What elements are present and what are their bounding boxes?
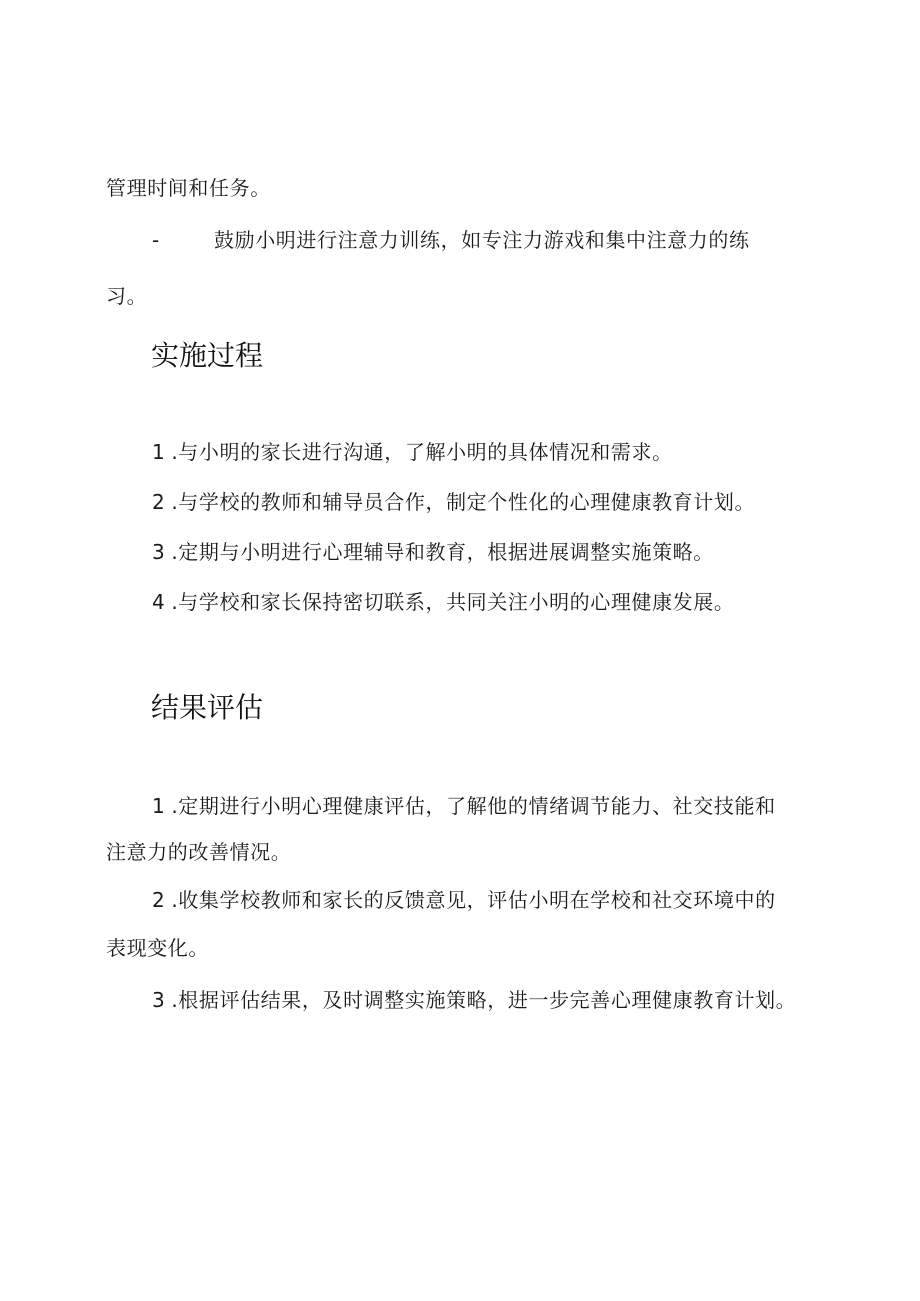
- evaluation-item-1-continued: 注意力的改善情况。: [106, 840, 292, 864]
- evaluation-item-3: [152, 986, 796, 1014]
- item-number: 1: [152, 440, 166, 464]
- item-number: 3: [152, 540, 166, 564]
- item-number: 2: [152, 888, 166, 912]
- item-number: 4: [152, 590, 166, 614]
- evaluation-item-2-continued: 表现变化。: [106, 936, 209, 960]
- implementation-item-2: [152, 488, 755, 516]
- bullet-marker: -: [152, 228, 160, 252]
- item-text: .与学校的教师和辅导员合作，制定个性化的心理健康教育计划。: [171, 490, 756, 514]
- item-number: 2: [152, 490, 166, 514]
- evaluation-heading: 结果评估: [151, 691, 264, 724]
- implementation-item-1: [152, 438, 673, 466]
- item-text: .定期进行小明心理健康评估，了解他的情绪调节能力、社交技能和: [171, 794, 776, 818]
- evaluation-item-2: [152, 886, 776, 914]
- implementation-heading: 实施过程: [151, 339, 264, 372]
- item-text: .与学校和家长保持密切联系，共同关注小明的心理健康发展。: [171, 590, 735, 614]
- implementation-item-4: [152, 588, 735, 616]
- item-text: .收集学校教师和家长的反馈意见，评估小明在学校和社交环境中的: [171, 888, 776, 912]
- bullet-text-line1: 鼓励小明进行注意力训练，如专注力游戏和集中注意力的练: [214, 228, 750, 252]
- item-number: 3: [152, 988, 166, 1012]
- item-text: .与小明的家长进行沟通，了解小明的具体情况和需求。: [171, 440, 673, 464]
- item-text: .根据评估结果，及时调整实施策略，进一步完善心理健康教育计划。: [171, 988, 797, 1012]
- intro-line: 管理时间和任务。: [106, 176, 271, 200]
- bullet-text-line2: 习。: [106, 284, 148, 308]
- item-text: .定期与小明进行心理辅导和教育，根据进展调整实施策略。: [171, 540, 714, 564]
- evaluation-item-1: [152, 792, 776, 820]
- implementation-item-3: [152, 538, 714, 566]
- item-number: 1: [152, 794, 166, 818]
